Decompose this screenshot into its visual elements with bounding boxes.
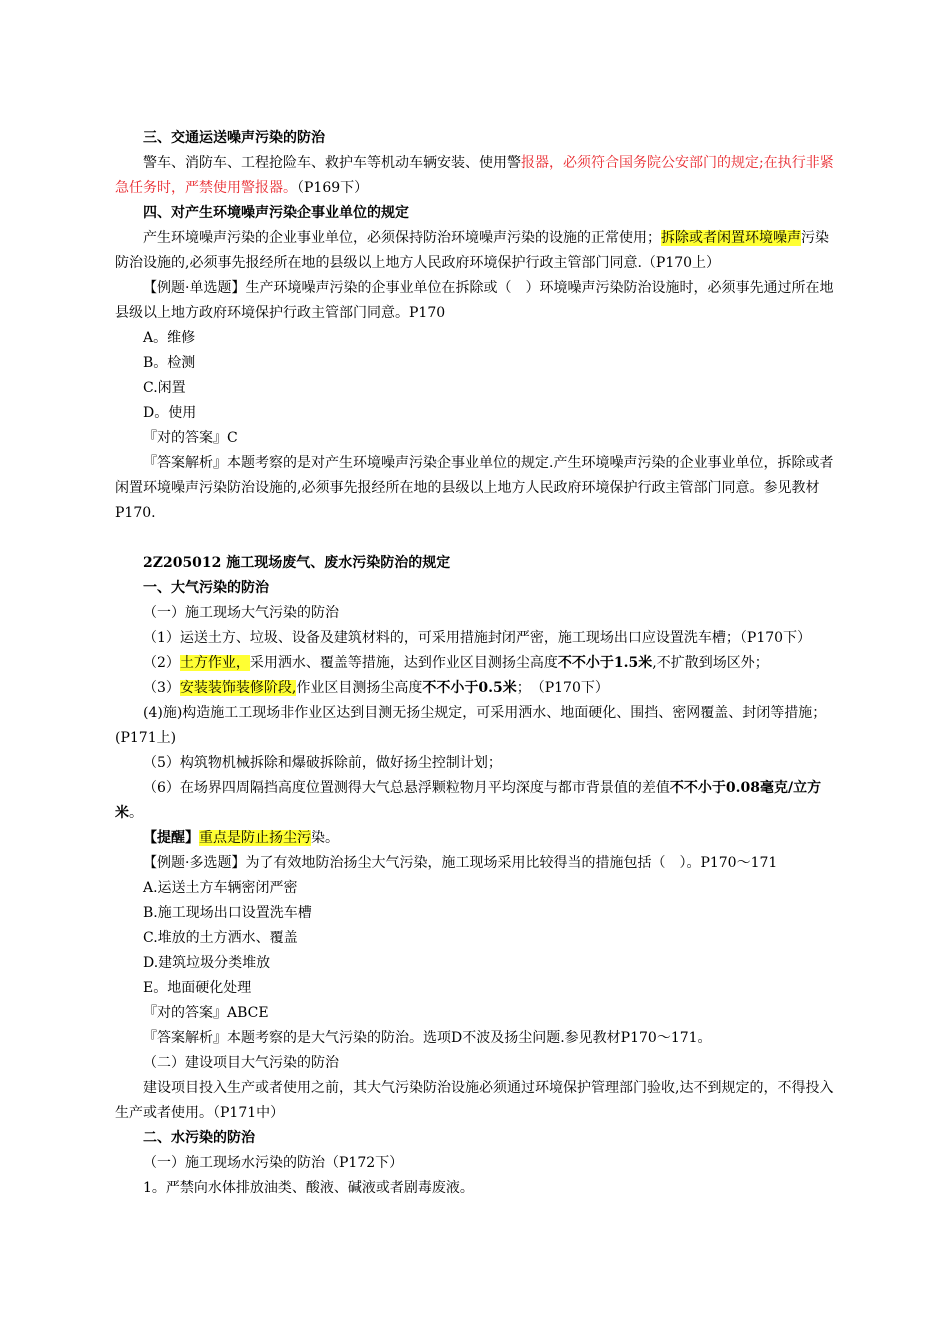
- list-item: 1。严禁向水体排放油类、酸液、碱液或者剧毒废液。: [143, 1180, 474, 1196]
- question-single: 【例题·单选题】生产环境噪声污染的企事业单位在拆除或（ ）环境噪声污染防治设施时，必须事先通过所在地县级以上地方政府环境保护行政主管部门同意。P170: [115, 280, 834, 321]
- list-item: (4)施)构造施工工现场非作业区达到目测无扬尘规定，可采用洒水、地面硬化、围挡、密网覆盖、封闭等措施；(P171上): [115, 705, 827, 746]
- paragraph: [115, 226, 839, 276]
- option: B。检测: [143, 355, 196, 371]
- text: （6）在场界四周隔挡高度位置测得大气总悬浮颗粒物月平均深度与都市背景值的差值: [143, 780, 670, 796]
- text: ,不扩散到场区外；: [652, 655, 769, 671]
- highlight: 土方作业，: [179, 655, 250, 671]
- text: 产生环境噪声污染的企业事业单位，必须保持防治环境噪声污染的设施的正常使用；: [143, 230, 661, 246]
- text: 采用洒水、覆盖等措施，达到作业区目测扬尘高度: [249, 655, 558, 671]
- answer: 『对的答案』C: [143, 430, 238, 446]
- subsection-heading: （二）建设项目大气污染的防治: [143, 1055, 339, 1071]
- paragraph: 建设项目投入生产或者使用之前，其大气污染防治设施必须通过环境保护管理部门验收,达不到规定的，不得投入生产或者使用。（P171中）: [115, 1080, 834, 1121]
- subsection-heading: （一）施工现场大气污染的防治: [143, 605, 339, 621]
- text: 。: [129, 805, 143, 821]
- text: （P169下）: [297, 180, 369, 196]
- text: 警车、消防车、工程抢险车、救护车等机动车辆安装、使用警: [143, 155, 521, 171]
- document-page: [115, 126, 839, 1201]
- option: B.施工现场出口设置洗车槽: [143, 905, 312, 921]
- option: C.闲置: [143, 380, 186, 396]
- list-item: （1）运送土方、垃圾、设备及建筑材料的，可采用措施封闭严密，施工现场出口应设置洗车槽；（P170下）: [143, 630, 812, 646]
- bold-text: 不不小于1.5米: [557, 655, 653, 671]
- answer: 『对的答案』ABCE: [143, 1005, 269, 1021]
- bold-text: 不不小于0.5米: [422, 680, 517, 696]
- option: E。地面硬化处理: [143, 980, 252, 996]
- section-heading: 一、大气污染的防治: [143, 580, 269, 596]
- list-item: [115, 651, 839, 676]
- question-multi: 【例题·多选题】为了有效地防治扬尘大气污染，施工现场采用比较得当的措施包括（ ）。P170～171: [143, 855, 778, 871]
- tip: [115, 826, 839, 851]
- highlight: 安装装饰装修阶段,: [179, 680, 297, 696]
- section-heading: 三、交通运送噪声污染的防治: [143, 130, 325, 146]
- option: C.堆放的土方洒水、覆盖: [143, 930, 298, 946]
- option: A。维修: [143, 330, 196, 346]
- analysis: 『答案解析』本题考察的是对产生环境噪声污染企事业单位的规定.产生环境噪声污染的企业事业单位，拆除或者闲置环境噪声污染防治设施的,必须事先报经所在地的县级以上地方人民政府环境保护行政主管部门同意。参见教材P170.: [115, 455, 834, 521]
- paragraph: [115, 151, 839, 201]
- text: 污染防治设施的,必须事先报经所在地的县级以上地方人民政府环境保护行政主管部门同意.（P170上）: [115, 230, 829, 271]
- text: ； （P170下）: [516, 680, 609, 696]
- highlight: 重点是防止扬尘污: [199, 830, 311, 846]
- option: D。使用: [143, 405, 197, 421]
- subsection-heading: （一）施工现场水污染的防治（P172下）: [143, 1155, 404, 1171]
- list-item: [115, 776, 839, 826]
- spacer: [115, 526, 839, 551]
- analysis: 『答案解析』本题考察的是大气污染的防治。选项D不波及扬尘问题.参见教材P170～171。: [143, 1030, 712, 1046]
- text: 染。: [311, 830, 339, 846]
- highlight: 拆除或者闲置环境噪声: [661, 230, 801, 246]
- chapter-heading: 2Z205012 施工现场废气、废水污染防治的规定: [143, 555, 451, 571]
- bold-text: 不不小于0.08毫克/立方米: [115, 780, 822, 821]
- tip-label: 【提醒】: [143, 830, 199, 846]
- red-emphasis: 报器，必须符合国务院公安部门的规定;在执行非紧急任务时，严禁使用警报器。: [115, 155, 834, 196]
- option: D.建筑垃圾分类堆放: [143, 955, 271, 971]
- section-heading: 四、对产生环境噪声污染企事业单位的规定: [143, 205, 409, 221]
- list-item: （5）构筑物机械拆除和爆破拆除前，做好扬尘控制计划；: [143, 755, 502, 771]
- text: （2）: [143, 655, 180, 671]
- text: （3）: [143, 680, 180, 696]
- section-heading: 二、水污染的防治: [143, 1130, 255, 1146]
- text: 作业区目测扬尘高度: [296, 680, 423, 696]
- list-item: [115, 676, 839, 701]
- option: A.运送土方车辆密闭严密: [143, 880, 298, 896]
